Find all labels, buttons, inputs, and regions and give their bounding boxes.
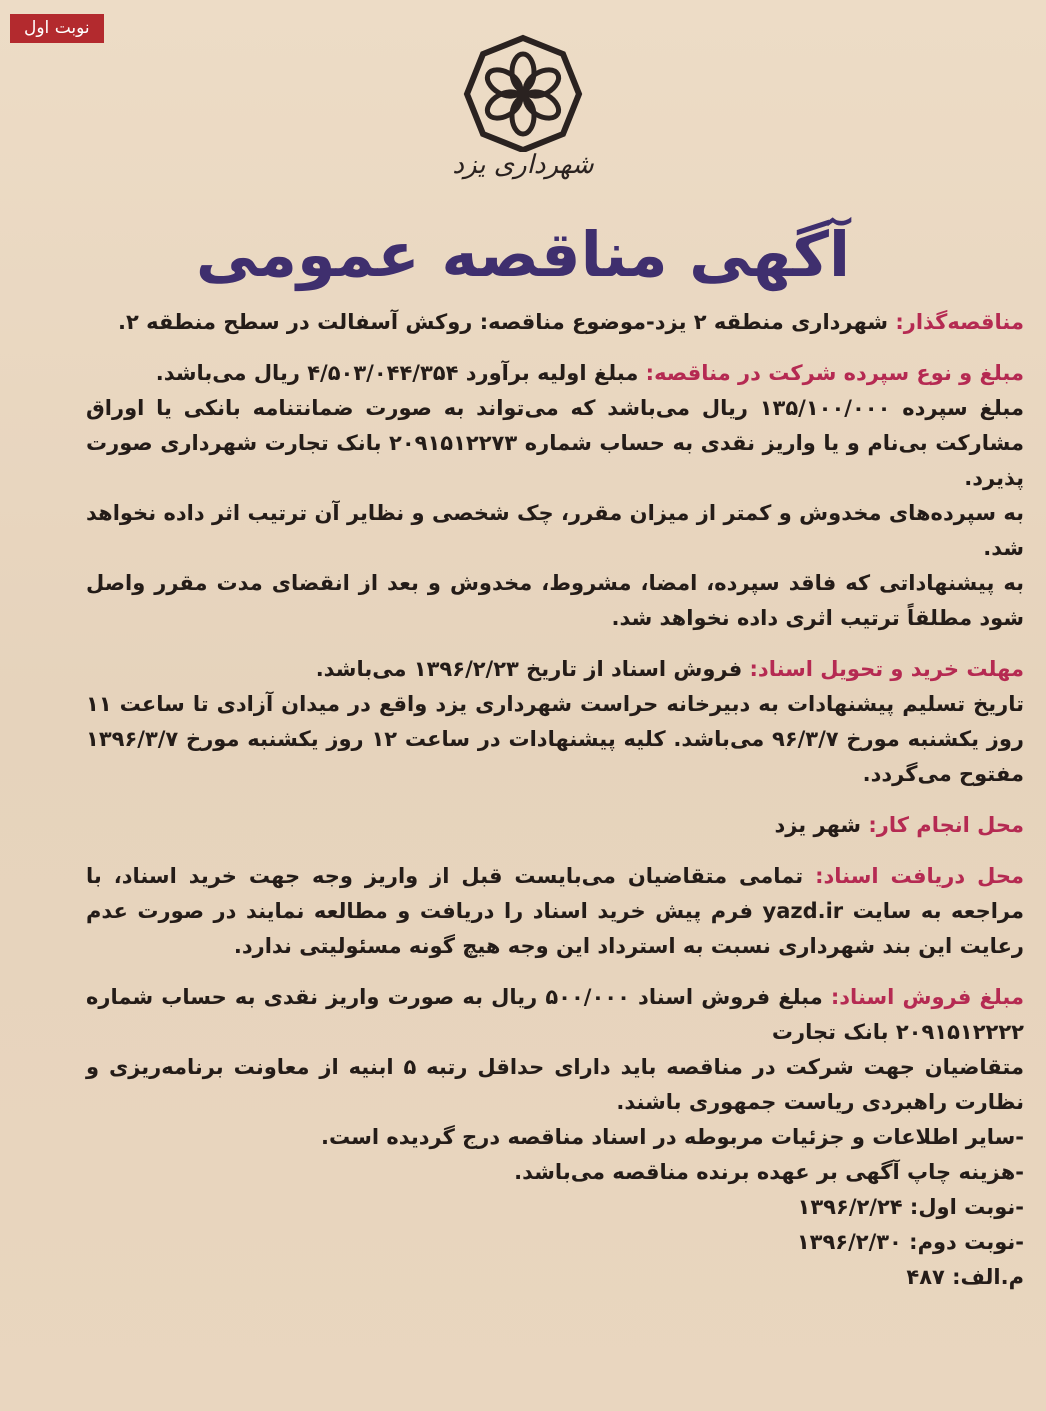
paragraph-text: مبلغ سپرده ۱۳۵/۱۰۰/۰۰۰ ریال می‌باشد که می‌تواند به صورت ضمانتنامه بانکی یا اوراق مشارکت بی‌نام و یا واریز نقدی به حساب شماره ۲۰۹۱۵۱۲۲۷۳ بانک تجارت شهرداری صورت پذیرد.	[86, 396, 1024, 490]
edition-badge: نوبت اول	[10, 14, 104, 43]
paragraph	[86, 305, 1024, 340]
paragraph-label: مهلت خرید و تحویل اسناد:	[742, 657, 1024, 681]
paragraph	[86, 859, 1024, 964]
paragraph	[86, 808, 1024, 843]
paragraph-text: مبلغ فروش اسناد ۵۰۰/۰۰۰ ریال به صورت واریز نقدی به حساب شماره ۲۰۹۱۵۱۲۲۲۲ بانک تجارت	[86, 985, 1024, 1044]
footer-line: -نوبت دوم: ۱۳۹۶/۲/۳۰	[796, 1230, 1024, 1254]
paragraph-label: مناقصه‌گذار:	[888, 310, 1024, 334]
footer-line: -نوبت اول: ۱۳۹۶/۲/۲۴	[797, 1195, 1024, 1219]
yazd-flower-logo-icon	[448, 34, 598, 152]
logo-caption: شهرداری یزد	[452, 150, 594, 180]
paragraph-text: به پیشنهاداتی که فاقد سپرده، امضا، مشروط، مخدوش و بعد از انقضای مدت مقرر واصل شود مطلقاً ترتیب اثری داده نخواهد شد.	[86, 571, 1024, 630]
paragraph	[86, 980, 1024, 1050]
paragraph-text: تاریخ تسلیم پیشنهادات به دبیرخانه حراست شهرداری یزد واقع در میدان آزادی تا ساعت ۱۱ روز یکشنبه مورخ ۹۶/۳/۷ می‌باشد. کلیه پیشنهادات در ساعت ۱۲ روز یکشنبه مورخ ۱۳۹۶/۳/۷ مفتوح می‌گردد.	[86, 692, 1024, 786]
paragraph-label: محل انجام کار:	[861, 813, 1024, 837]
footer-line: -هزینه چاپ آگهی بر عهده برنده مناقصه می‌باشد.	[514, 1160, 1024, 1184]
paragraph	[86, 391, 1024, 496]
paragraph	[86, 687, 1024, 792]
paragraph-text: تمامی متقاضیان می‌بایست قبل از واریز وجه جهت خرید اسناد، با مراجعه به سایت yazd.ir فرم پیش خرید اسناد را دریافت و مطالعه نمایند در صورت عدم رعایت این بند شهرداری نسبت به استرداد این وجه هیچ گونه مسئولیتی ندارد.	[86, 864, 1024, 958]
paragraph	[86, 652, 1024, 687]
paragraph-text: شهرداری منطقه ۲ یزد-موضوع مناقصه: روکش آسفالت در سطح منطقه ۲.	[118, 310, 889, 334]
paragraph	[86, 566, 1024, 636]
footer-line: -سایر اطلاعات و جزئیات مربوطه در اسناد مناقصه درج گردیده است.	[320, 1125, 1024, 1149]
paragraph	[86, 496, 1024, 566]
footer-line: م.الف: ۴۸۷	[906, 1265, 1024, 1289]
paragraph-text: متقاضیان جهت شرکت در مناقصه باید دارای حداقل رتبه ۵ ابنیه از معاونت برنامه‌ریزی و نظارت راهبردی ریاست جمهوری باشند.	[86, 1055, 1024, 1114]
notice-body	[86, 305, 1024, 1295]
paragraph-label: محل دریافت اسناد:	[803, 864, 1024, 888]
paragraph-text: به سپرده‌های مخدوش و کمتر از میزان مقرر، چک شخصی و نظایر آن ترتیب اثر داده نخواهد شد.	[86, 501, 1024, 560]
paragraph-label: مبلغ و نوع سپرده شرکت در مناقصه:	[638, 361, 1024, 385]
paragraph-label: مبلغ فروش اسناد:	[822, 985, 1024, 1009]
paragraph-text: فروش اسناد از تاریخ ۱۳۹۶/۲/۲۳ می‌باشد.	[315, 657, 743, 681]
footer-lines	[86, 1120, 1024, 1295]
page-title: آگهی مناقصه عمومی	[195, 218, 851, 291]
municipality-logo	[418, 34, 628, 180]
paragraph	[86, 356, 1024, 391]
paragraph-text: مبلغ اولیه برآورد ۴/۵۰۳/۰۴۴/۳۵۴ ریال می‌باشد.	[155, 361, 639, 385]
paragraph	[86, 1050, 1024, 1120]
paragraph-text: شهر یزد	[774, 813, 862, 837]
